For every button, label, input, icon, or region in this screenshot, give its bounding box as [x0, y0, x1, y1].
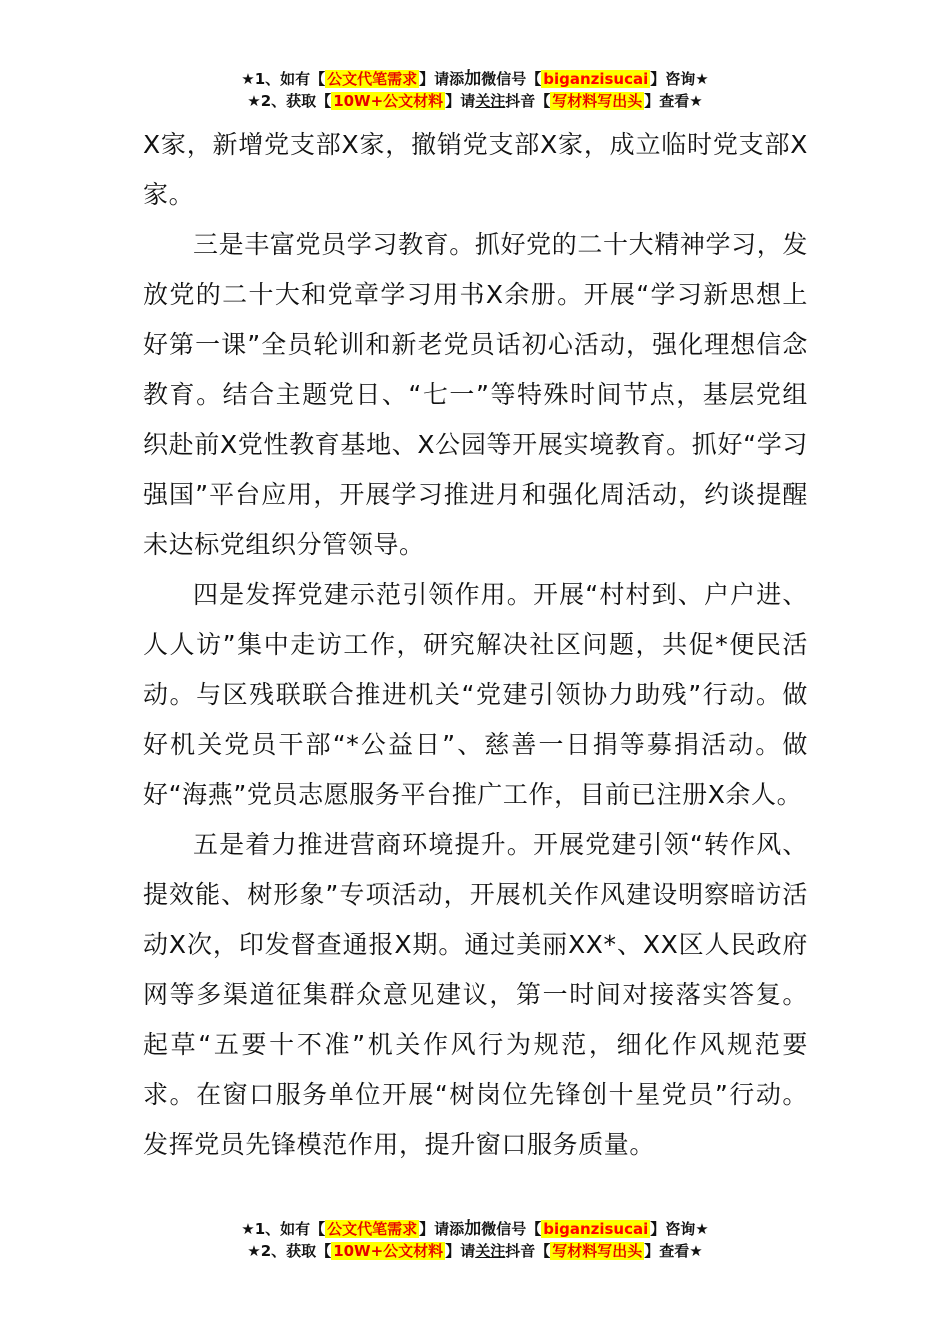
document-body — [143, 120, 808, 1170]
promo-text: 】请添 — [419, 70, 465, 88]
paragraph-study-education: 三是丰富党员学习教育。抓好党的二十大精神学习，发放党的二十大和党章学习用书X余册。开展“学习新思想上好第一课”全员轮训和新老党员话初心活动，强化理想信念教育。结合主题党日、“七一”等特殊时间节点，基层党组织赴前X党性教育基地、X公园等开展实境教育。抓好“学习强国”平台应用，开展学习推进月和强化周活动，约谈提醒未达标党组织分管领导。 — [143, 230, 808, 559]
paragraph-demonstration: 四是发挥党建示范引领作用。开展“村村到、户户进、人人访”集中走访工作，研究解决社区问题，共促*便民活动。与区残联联合推进机关“党建引领协力助残”行动。做好机关党员干部“*公益日”、慈善一日捐等募捐活动。做好“海燕”党员志愿服务平台推广工作，目前已注册X余人。 — [143, 580, 808, 809]
promo-highlight-douyin-account: 写材料写出头 — [552, 1242, 643, 1260]
promo-text: 微信号【 — [481, 1220, 542, 1238]
promo-line-1 — [0, 68, 950, 90]
promo-text: 抖音【 — [505, 92, 551, 110]
promo-line-1 — [0, 1218, 950, 1240]
promo-highlight-wechat-id: biganzisucai — [543, 70, 649, 88]
promo-text-follow: 关注 — [475, 92, 506, 110]
promo-text: 】查看★ — [644, 1242, 703, 1260]
promo-highlight-materials: 10W+公文材料 — [333, 92, 444, 110]
promo-text: 抖音【 — [505, 1242, 551, 1260]
promo-text: 】请添 — [419, 1220, 465, 1238]
paragraph-business-environment: 五是着力推进营商环境提升。开展党建引领“转作风、提效能、树形象”专项活动，开展机关作风建设明察暗访活动X次，印发督查通报X期。通过美丽XX*、XX区人民政府网等多渠道征集群众意见建议，第一时间对接落实答复。起草“五要十不准”机关作风行为规范，细化作风规范要求。在窗口服务单位开展“树岗位先锋创十星党员”行动。发挥党员先锋模范作用，提升窗口服务质量。 — [143, 830, 808, 1159]
promo-text: ★1、如有【 — [241, 1220, 326, 1238]
promo-text-add: 加 — [464, 69, 482, 89]
promo-text: 】请 — [445, 1242, 476, 1260]
promo-text: ★2、获取【 — [247, 1242, 332, 1260]
paragraph-continuation: X家，新增党支部X家，撤销党支部X家，成立临时党支部X家。 — [143, 130, 808, 209]
promo-text: 】请 — [445, 92, 476, 110]
promo-text: 】咨询★ — [650, 1220, 709, 1238]
promo-highlight-wechat-id: biganzisucai — [543, 1220, 649, 1238]
promo-line-2 — [0, 90, 950, 112]
promo-highlight-douyin-account: 写材料写出头 — [552, 92, 643, 110]
promo-highlight-materials: 10W+公文材料 — [333, 1242, 444, 1260]
promo-text: ★2、获取【 — [247, 92, 332, 110]
promo-text: 】查看★ — [644, 92, 703, 110]
promo-text-follow: 关注 — [475, 1242, 506, 1260]
promo-text-add: 加 — [464, 1219, 482, 1239]
promo-line-2 — [0, 1240, 950, 1262]
promo-text: 】咨询★ — [650, 70, 709, 88]
promo-highlight-ghostwriting: 公文代笔需求 — [327, 70, 418, 88]
promo-text: ★1、如有【 — [241, 70, 326, 88]
top-promo-banner — [0, 68, 950, 112]
promo-highlight-ghostwriting: 公文代笔需求 — [327, 1220, 418, 1238]
bottom-promo-banner — [0, 1218, 950, 1262]
promo-text: 微信号【 — [481, 70, 542, 88]
